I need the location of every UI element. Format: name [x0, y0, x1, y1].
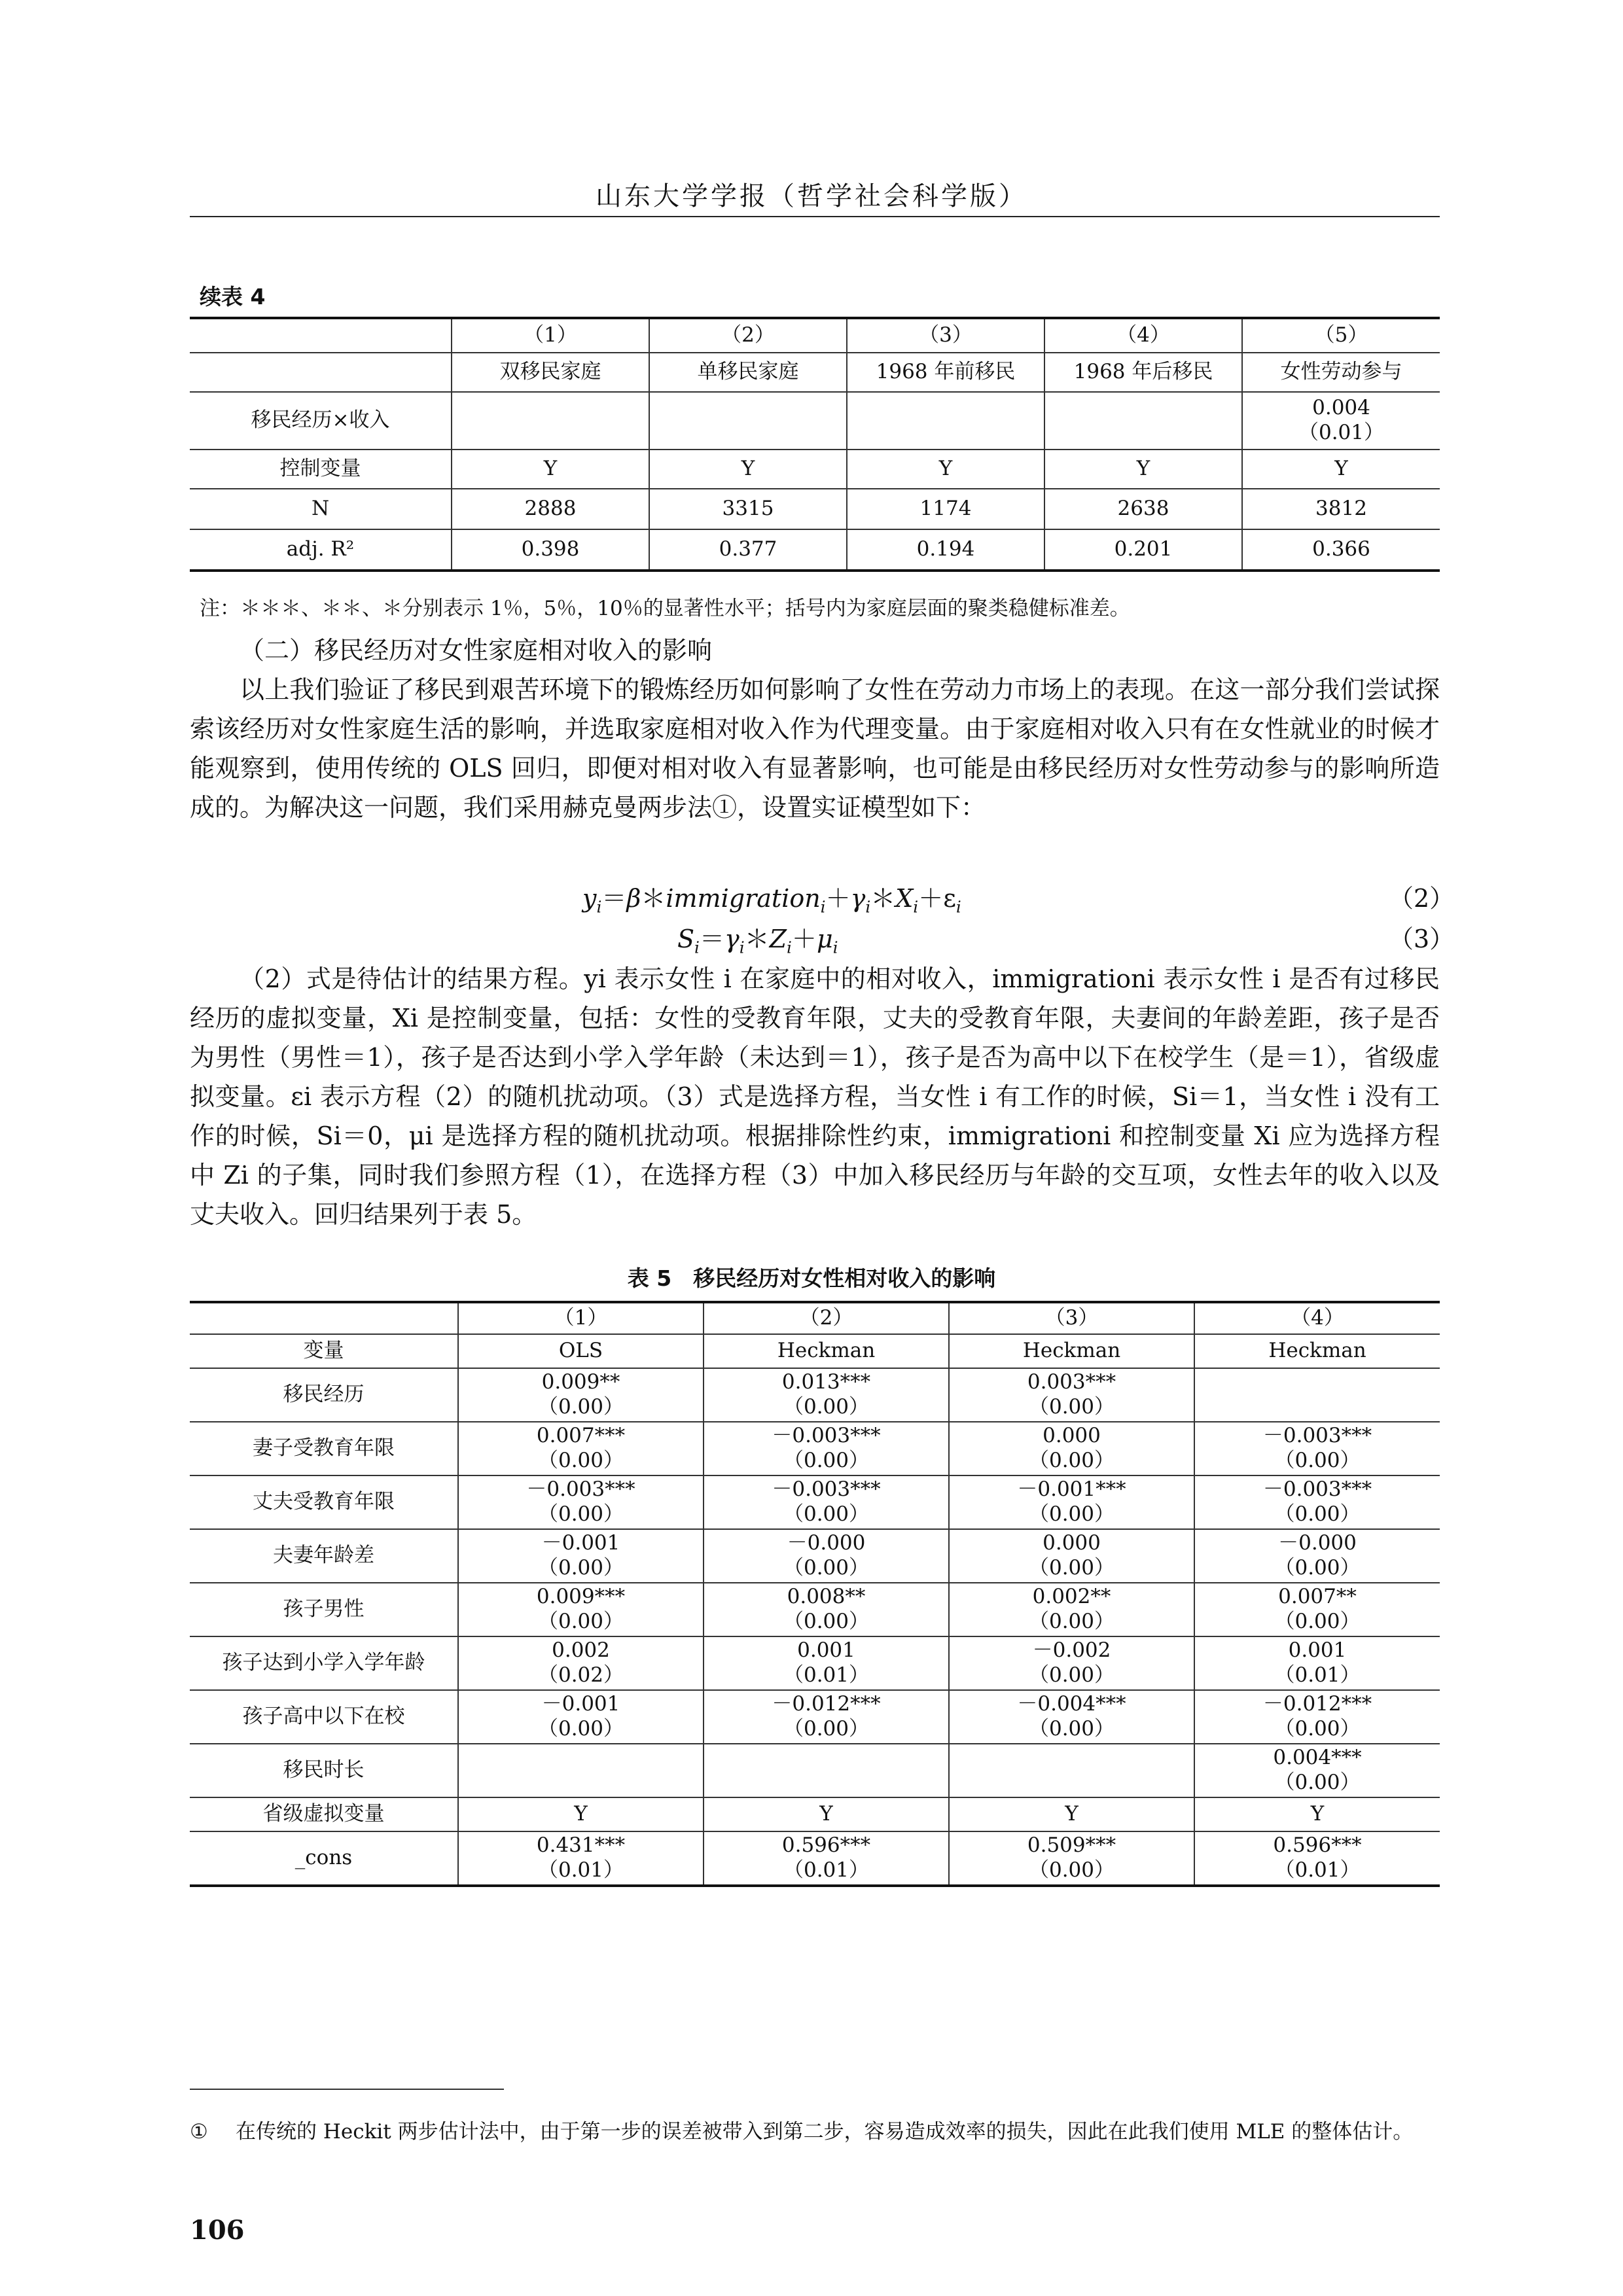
row-label: _cons [190, 1831, 458, 1886]
table-cell-line: （0.00） [537, 1556, 624, 1580]
table-row [190, 529, 1440, 571]
table4-col-name: 单移民家庭 [649, 353, 847, 392]
table-cell-line [847, 396, 1044, 421]
table-cell [1194, 1636, 1440, 1690]
table-cell-line: （0.00） [537, 1717, 624, 1740]
row-label: N [190, 489, 452, 529]
table-cell-line: Y [543, 457, 558, 481]
table5-col-number: （4） [1194, 1302, 1440, 1334]
table-cell-line: －0.000 [1278, 1531, 1357, 1555]
table-cell-line [452, 421, 649, 446]
table-row [190, 450, 1440, 489]
table-cell [704, 1636, 949, 1690]
table-cell [704, 1831, 949, 1886]
table-cell-line: 0.000 [1043, 1424, 1101, 1448]
table-cell-line: （0.00） [783, 1395, 870, 1419]
table-cell-line [704, 1746, 948, 1771]
table-cell [1194, 1422, 1440, 1475]
table-cell-line: －0.003*** [526, 1477, 635, 1502]
table-cell-line: －0.003*** [772, 1477, 881, 1502]
table-cell-line: 0.002 [552, 1638, 610, 1663]
table4-col-number: （4） [1044, 318, 1242, 353]
table-cell [1194, 1831, 1440, 1886]
table-cell-line: （0.00） [1028, 1717, 1115, 1740]
table-cell [458, 1475, 704, 1529]
table-cell-line: Y [1136, 457, 1150, 481]
table-cell [458, 1583, 704, 1636]
table-cell-line [650, 421, 846, 446]
table4-caption: 续表 4 [200, 284, 266, 309]
table-cell [704, 1744, 949, 1797]
table-cell-line: （0.00） [1274, 1717, 1361, 1740]
table-cell-line [459, 1746, 703, 1771]
section-heading: （二）移民经历对女性家庭相对收入的影响 [240, 636, 713, 665]
table-cell [704, 1690, 949, 1744]
table-cell-line: 0.509*** [1027, 1833, 1116, 1858]
table4-col-number: （2） [649, 318, 847, 353]
table5-col-name: Heckman [1194, 1334, 1440, 1368]
table-cell [458, 1797, 704, 1831]
table-cell-line: －0.012*** [1262, 1692, 1372, 1716]
table-cell [949, 1636, 1194, 1690]
table-cell-line: （0.00） [1274, 1556, 1361, 1580]
table-cell [458, 1368, 704, 1422]
table-cell-line: （0.01） [783, 1663, 870, 1687]
table-row [190, 1583, 1440, 1636]
table-cell-line: （0.00） [1274, 1502, 1361, 1526]
table-cell-line: 0.001 [1288, 1638, 1347, 1663]
table-cell [949, 1797, 1194, 1831]
table-cell-line: （0.00） [537, 1449, 624, 1472]
table-cell [1242, 392, 1440, 450]
table5-col-number: （2） [704, 1302, 949, 1334]
table-cell-line: 0.431*** [536, 1833, 626, 1858]
table-cell [949, 1422, 1194, 1475]
paragraph-1: 以上我们验证了移民到艰苦环境下的锻炼经历如何影响了女性在劳动力市场上的表现。在这一部分我们尝试探索该经历对女性家庭生活的影响，并选取家庭相对收入作为代理变量。由于家庭相对收入只有在女性就业的时候才能观察到，使用传统的 OLS 回归，即便对相对收入有显著影响，也可能是由移民经历对女性劳动参与的影响所造成的。为解决这一问题，我们采用赫克曼两步法①，设置实证模型如下： [190, 675, 1440, 822]
table4-col-number: （1） [452, 318, 649, 353]
table-cell-line: （0.01） [1274, 1858, 1361, 1882]
table-cell-line [704, 1771, 948, 1795]
table-cell-line: 0.596*** [1273, 1833, 1362, 1858]
table-cell-line: （0.00） [537, 1610, 624, 1633]
table-cell [1194, 1529, 1440, 1583]
equation-3: $S_i=\gamma_i*Z_i+\mu_i$ [677, 925, 838, 957]
table-cell-line: （0.00） [783, 1502, 870, 1526]
row-label: 控制变量 [190, 450, 452, 489]
table5 [190, 1301, 1440, 1887]
table-cell-line: 0.003*** [1027, 1370, 1116, 1394]
table-cell [1044, 489, 1242, 529]
table-cell-line: －0.003*** [1262, 1424, 1372, 1448]
table-cell [949, 1690, 1194, 1744]
table-cell-line: 0.007*** [536, 1424, 626, 1448]
table4-note: 注：＊＊＊、＊＊、＊分别表示 1％，5％，10％的显著性水平；括号内为家庭层面的聚类稳健标准差。 [200, 597, 1130, 620]
table-cell-line: 0.002** [1032, 1585, 1111, 1609]
table-cell-line: （0.01） [1274, 1663, 1361, 1687]
table-cell-line: （0.00） [537, 1502, 624, 1526]
table-cell [949, 1475, 1194, 1529]
table-cell-line: －0.002 [1032, 1638, 1111, 1663]
table4-col-name: 女性劳动参与 [1242, 353, 1440, 392]
table-cell [949, 1744, 1194, 1797]
table-cell-line [1195, 1370, 1440, 1395]
table-cell-line: 2888 [524, 497, 577, 521]
table-cell-line: 1174 [919, 497, 972, 521]
table-row [190, 1690, 1440, 1744]
equation-2-number: （2） [1389, 884, 1455, 913]
table5-col-name: Heckman [704, 1334, 949, 1368]
page-number: 106 [190, 2215, 245, 2246]
table-cell-line: （0.01） [1298, 421, 1385, 444]
table-cell [949, 1831, 1194, 1886]
table-cell-line: （0.02） [537, 1663, 624, 1687]
table-cell [452, 392, 649, 450]
row-label: 省级虚拟变量 [190, 1797, 458, 1831]
table-cell-line: Y [819, 1802, 833, 1826]
table4-col-number: （3） [847, 318, 1044, 353]
table-row [190, 1368, 1440, 1422]
row-label: adj. R² [190, 529, 452, 571]
table-cell [452, 450, 649, 489]
table-cell-line: 0.194 [916, 537, 975, 561]
footnote-mark: ① [190, 2120, 208, 2144]
header-divider [190, 216, 1440, 217]
table-cell [847, 489, 1044, 529]
table-cell-line [950, 1771, 1194, 1795]
table-cell-line: 0.013*** [781, 1370, 871, 1394]
table-cell-line: （0.00） [1274, 1771, 1361, 1794]
table-cell-line: 0.009*** [536, 1585, 626, 1609]
table-row [190, 1636, 1440, 1690]
table-cell-line: Y [1310, 1802, 1325, 1826]
table-cell [1194, 1797, 1440, 1831]
table-row [190, 1797, 1440, 1831]
table-cell-line [452, 396, 649, 421]
table-cell-line: 3315 [722, 497, 774, 521]
table-cell-line [459, 1771, 703, 1795]
equation-2: $y_i=\beta*immigration_i+\gamma_i*X_i+\varepsilon_i$ [582, 884, 961, 917]
table4-corner [190, 318, 452, 353]
row-label: 孩子高中以下在校 [190, 1690, 458, 1744]
table-cell [458, 1422, 704, 1475]
table-cell [847, 392, 1044, 450]
table-cell-line: （0.00） [1028, 1858, 1115, 1882]
table5-col-number: （1） [458, 1302, 704, 1334]
table-cell [704, 1529, 949, 1583]
table-cell [452, 529, 649, 571]
row-label: 孩子男性 [190, 1583, 458, 1636]
table-cell-line: －0.003*** [1262, 1477, 1372, 1502]
table-cell-line: 2638 [1117, 497, 1169, 521]
table-cell [704, 1583, 949, 1636]
table-cell [458, 1690, 704, 1744]
table-row [190, 489, 1440, 529]
journal-header: 山东大学学报（哲学社会科学版） [596, 181, 1027, 211]
table-cell-line: Y [1065, 1802, 1079, 1826]
table4-col-number: （5） [1242, 318, 1440, 353]
table-cell-line: 0.596*** [781, 1833, 871, 1858]
table-cell [847, 529, 1044, 571]
table-cell [704, 1422, 949, 1475]
table-cell [649, 489, 847, 529]
table-cell [1194, 1368, 1440, 1422]
table5-variable-header: 变量 [190, 1334, 458, 1368]
table-row [190, 1831, 1440, 1886]
table5-header-row [190, 1334, 1440, 1368]
table4-col-name: 1968 年后移民 [1044, 353, 1242, 392]
paragraph-2: （2）式是待估计的结果方程。yi 表示女性 i 在家庭中的相对收入，immigrationi 表示女性 i 是否有过移民经历的虚拟变量，Xi 是控制变量，包括：女性的受教育年限，丈夫的受教育年限，夫妻间的年龄差距，孩子是否为男性（男性＝1），孩子是否达到小学入学年龄（未达到＝1），孩子是否为高中以下在校学生（是＝1），省级虚拟变量。εi 表示方程（2）的随机扰动项。（3）式是选择方程，当女性 i 有工作的时候，Si＝1，当女性 i 没有工作的时候，Si＝0，μi 是选择方程的随机扰动项。根据排除性约束，immigrationi 和控制变量 Xi 应为选择方程中 Zi 的子集，同时我们参照方程（1），在选择方程（3）中加入移民经历与年龄的交互项，女性去年的收入以及丈夫收入。回归结果列于表 5。 [190, 964, 1440, 1229]
table-cell-line: （0.00） [1028, 1449, 1115, 1472]
table-cell-line: 0.004*** [1273, 1746, 1362, 1770]
table-cell-line: （0.00） [783, 1449, 870, 1472]
table-cell [1044, 450, 1242, 489]
table-cell [452, 489, 649, 529]
table-cell-line: Y [741, 457, 755, 481]
table-cell [458, 1831, 704, 1886]
table-cell [1194, 1690, 1440, 1744]
table-cell [949, 1529, 1194, 1583]
table-cell [1044, 392, 1242, 450]
table5-col-name: Heckman [949, 1334, 1194, 1368]
table4-col-name: 1968 年前移民 [847, 353, 1044, 392]
table-cell-line: －0.001*** [1017, 1477, 1126, 1502]
row-label: 移民经历×收入 [190, 392, 452, 450]
table5-col-number: （3） [949, 1302, 1194, 1334]
table-cell-line: 0.001 [797, 1638, 855, 1663]
table-cell-line: 0.201 [1114, 537, 1173, 561]
table-cell-line: Y [938, 457, 953, 481]
table-cell [1242, 529, 1440, 571]
table5-caption: 表 5 移民经历对女性相对收入的影响 [627, 1265, 996, 1291]
table-cell-line: 0.007** [1278, 1585, 1357, 1609]
table-cell-line: －0.001 [541, 1692, 620, 1716]
table-cell [649, 392, 847, 450]
table4-header-row [190, 318, 1440, 353]
table-cell [704, 1368, 949, 1422]
table5-col-name: OLS [458, 1334, 704, 1368]
table-cell-line: 0.008** [787, 1585, 866, 1609]
table-cell [458, 1636, 704, 1690]
table-cell [704, 1797, 949, 1831]
row-label: 移民时长 [190, 1744, 458, 1797]
table4 [190, 317, 1440, 572]
table-cell [704, 1475, 949, 1529]
table-cell-line: Y [1334, 457, 1348, 481]
footnote-text: 在传统的 Heckit 两步估计法中，由于第一步的误差被带入到第二步，容易造成效率的损失，因此在此我们使用 MLE 的整体估计。 [236, 2120, 1414, 2144]
table-cell-line: （0.00） [1028, 1610, 1115, 1633]
table-cell [1242, 489, 1440, 529]
table-cell-line: 3812 [1315, 497, 1367, 521]
table-cell-line: （0.00） [783, 1556, 870, 1580]
table-cell [458, 1744, 704, 1797]
table-cell-line: （0.00） [1028, 1395, 1115, 1419]
table-cell-line: －0.003*** [772, 1424, 881, 1448]
table4-header-row [190, 353, 1440, 392]
table-cell-line: （0.00） [1028, 1663, 1115, 1687]
table-cell-line: －0.004*** [1017, 1692, 1126, 1716]
table5-header-row [190, 1302, 1440, 1334]
table-cell-line [1195, 1395, 1440, 1420]
table-cell [458, 1529, 704, 1583]
table-cell-line: （0.00） [1028, 1556, 1115, 1580]
table-cell [1044, 529, 1242, 571]
table-cell-line [1045, 396, 1241, 421]
table-cell-line: （0.00） [783, 1610, 870, 1633]
table-cell [649, 529, 847, 571]
equation-3-number: （3） [1389, 925, 1455, 953]
footnote-divider [190, 2089, 504, 2090]
table-cell-line [950, 1746, 1194, 1771]
row-label: 丈夫受教育年限 [190, 1475, 458, 1529]
table-cell [1194, 1475, 1440, 1529]
table-cell-line: 0.004 [1312, 396, 1370, 420]
table-cell-line: （0.01） [537, 1858, 624, 1882]
table-cell [949, 1583, 1194, 1636]
table-cell-line: Y [574, 1802, 588, 1826]
table-cell-line: （0.00） [1274, 1610, 1361, 1633]
table-row [190, 1422, 1440, 1475]
table-cell-line: （0.00） [537, 1395, 624, 1419]
table-cell-line: －0.012*** [772, 1692, 881, 1716]
table-cell-line: 0.000 [1043, 1531, 1101, 1555]
table-cell-line: －0.001 [541, 1531, 620, 1555]
row-label: 妻子受教育年限 [190, 1422, 458, 1475]
table-cell-line: 0.009** [541, 1370, 620, 1394]
table-cell [1194, 1583, 1440, 1636]
row-label: 移民经历 [190, 1368, 458, 1422]
table-cell-line: （0.00） [1028, 1502, 1115, 1526]
table-row [190, 392, 1440, 450]
row-label: 夫妻年龄差 [190, 1529, 458, 1583]
table-cell-line [1045, 421, 1241, 446]
table-cell-line: 0.398 [521, 537, 580, 561]
table-cell [949, 1368, 1194, 1422]
table-cell-line: （0.01） [783, 1858, 870, 1882]
row-label: 孩子达到小学入学年龄 [190, 1636, 458, 1690]
table-cell-line: 0.377 [719, 537, 777, 561]
table-cell [1242, 450, 1440, 489]
table-cell-line: －0.000 [787, 1531, 866, 1555]
table-cell [1194, 1744, 1440, 1797]
table5-corner [190, 1302, 458, 1334]
table-cell [649, 450, 847, 489]
table-cell [847, 450, 1044, 489]
table-row [190, 1744, 1440, 1797]
table-cell-line: （0.00） [1274, 1449, 1361, 1472]
table-row [190, 1475, 1440, 1529]
table4-col-name: 双移民家庭 [452, 353, 649, 392]
table-cell-line: 0.366 [1312, 537, 1370, 561]
table-cell-line: （0.00） [783, 1717, 870, 1740]
table-row [190, 1529, 1440, 1583]
table4-corner [190, 353, 452, 392]
table-cell-line [650, 396, 846, 421]
table-cell-line [847, 421, 1044, 446]
footnote [190, 2115, 1440, 2149]
